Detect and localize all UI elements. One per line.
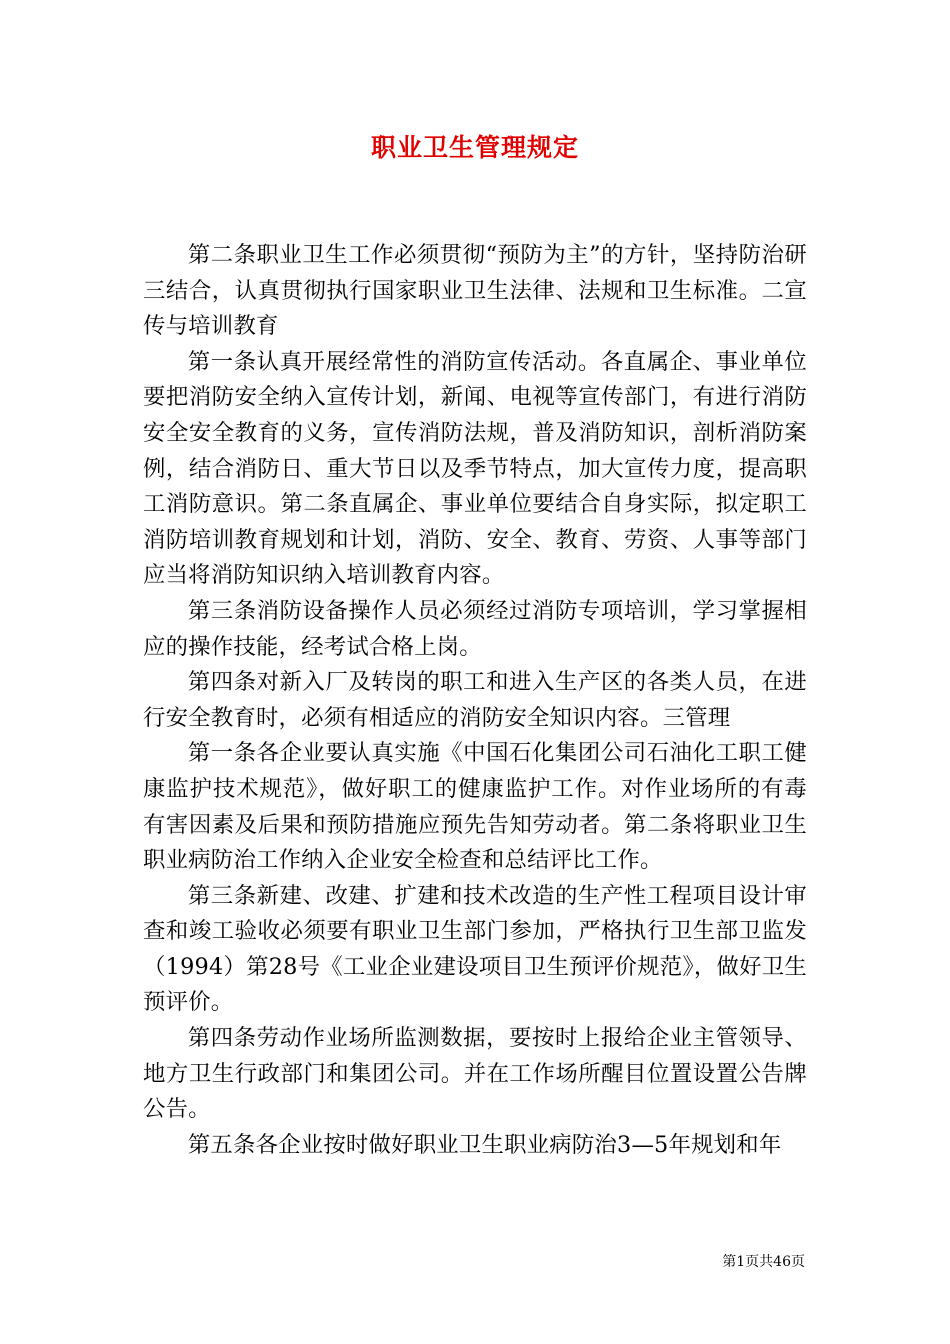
paragraph: 第五条各企业按时做好职业卫生职业病防治3—5年规划和年 (187, 1131, 782, 1158)
paragraph: 第三条新建、改建、扩建和技术改造的生产性工程项目设计审查和竣工验收必须要有职业卫生部门参加，严格执行卫生部卫监发（1994）第28号《工业企业建设项目卫生预评价规范》，做好卫生预评价。 (143, 882, 807, 1016)
document-body (143, 238, 807, 1163)
document-title: 职业卫生管理规定 (370, 133, 579, 162)
page-number-footer: 第1页共46页 (722, 1254, 805, 1270)
paragraph: 第四条劳动作业场所监测数据，要按时上报给企业主管领导、地方卫生行政部门和集团公司。并在工作场所醒目位置设置公告牌公告。 (143, 1025, 807, 1123)
paragraph: 第三条消防设备操作人员必须经过消防专项培训，学习掌握相应的操作技能，经考试合格上岗。 (143, 597, 807, 660)
paragraph: 第一条各企业要认真实施《中国石化集团公司石油化工职工健康监护技术规范》，做好职工的健康监护工作。对作业场所的有毒有害因素及后果和预防措施应预先告知劳动者。第二条将职业卫生职业病防治工作纳入企业安全检查和总结评比工作。 (143, 740, 807, 874)
paragraph: 第二条职业卫生工作必须贯彻“预防为主”的方针，坚持防治研三结合，认真贯彻执行国家职业卫生法律、法规和卫生标准。二宣传与培训教育 (143, 242, 807, 340)
paragraph: 第一条认真开展经常性的消防宣传活动。各直属企、事业单位要把消防安全纳入宣传计划，新闻、电视等宣传部门，有进行消防安全安全教育的义务，宣传消防法规，普及消防知识，剖析消防案例，结合消防日、重大节日以及季节特点，加大宣传力度，提高职工消防意识。第二条直属企、事业单位要结合自身实际，拟定职工消防培训教育规划和计划，消防、安全、教育、劳资、人事等部门应当将消防知识纳入培训教育内容。 (143, 348, 807, 589)
paragraph: 第四条对新入厂及转岗的职工和进入生产区的各类人员，在进行安全教育时，必须有相适应的消防安全知识内容。三管理 (143, 669, 807, 731)
